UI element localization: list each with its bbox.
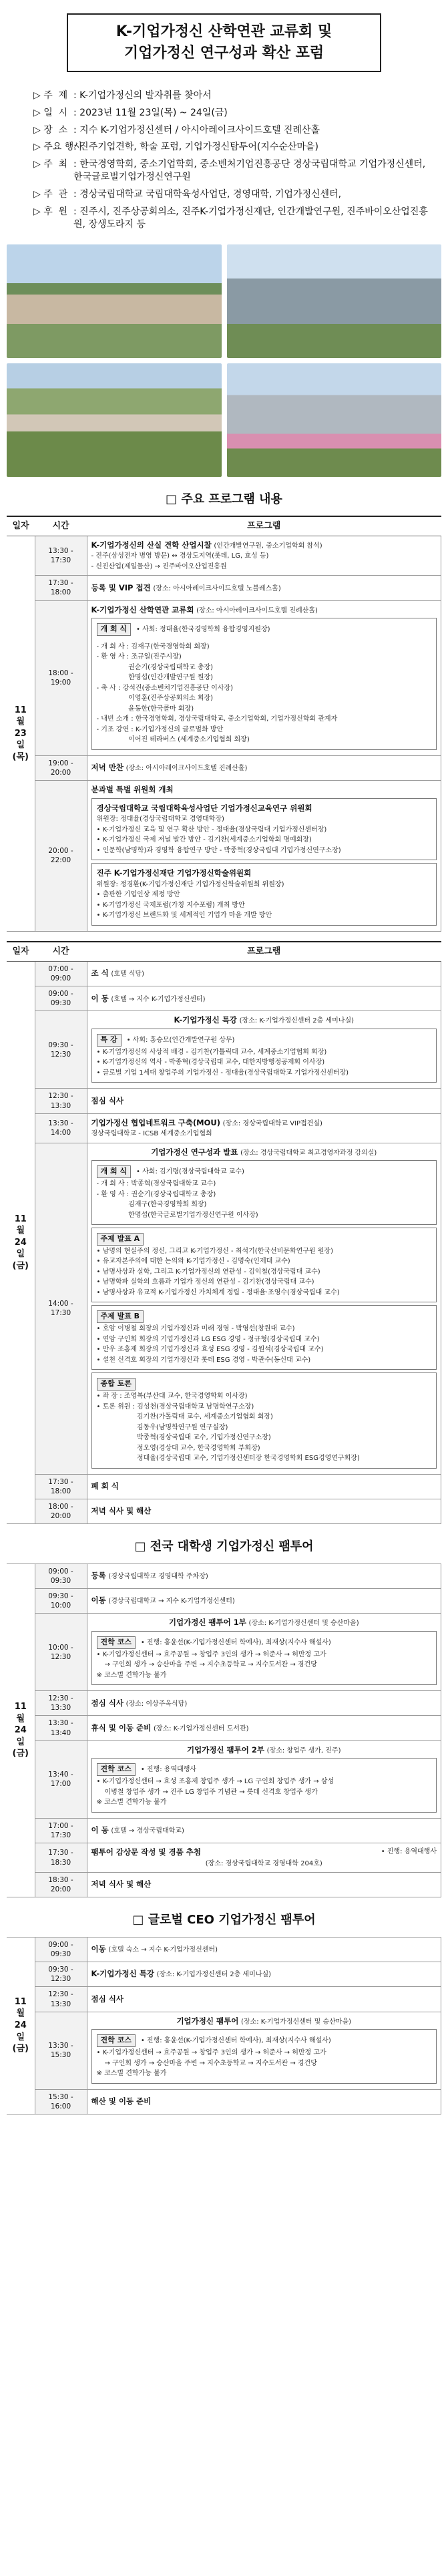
info-row: ▷ 주 관 : 경상국립대학교 국립대학육성사업단, 경영대학, 기업가정신센터, bbox=[33, 188, 428, 201]
table-row: 09:00 - 09:30 이 동 (호텔 → 지수 K-기업가정신센터) bbox=[7, 986, 441, 1011]
event-info bbox=[33, 89, 428, 231]
header-program: 프로그램 bbox=[87, 516, 441, 536]
table-row: 18:30 - 20:00 저녁 식사 및 해산 bbox=[7, 1873, 441, 1897]
table-row: 15:30 - 16:00 해산 및 이동 준비 bbox=[7, 2089, 441, 2114]
time-cell: 13:30 - 17:30 bbox=[35, 536, 87, 576]
info-row: ▷ 장 소 : 지수 K-기업가정신센터 / 아시아레이크사이드호텔 진례산홀 bbox=[33, 124, 428, 137]
time-cell: 17:30 - 18:00 bbox=[35, 576, 87, 600]
table-row: 17:00 - 17:30 이 동 (호텔 → 경상국립대학교) bbox=[7, 1818, 441, 1843]
table-row: 12:30 - 13:30 점심 식사 bbox=[7, 1987, 441, 2012]
day-label: 11월 23일 (목) bbox=[7, 536, 35, 932]
photo-school bbox=[7, 244, 222, 358]
table-row: 14:00 - 17:30 기업가정신 연구성과 발표 (장소: 경상국립대학교 최고경영자과정 강의실) 개 회 식 • 사회: 김기령(경상국립대학교 교수) - 개 회 사 : 박종혁(경상국립대학교 교수) - 환 영 사 : 권순기(경상국립대학교 총장) 김재구(한국경영학회 회장) 한명섭(한국글로벌기업가정신연구원 이사장) 주제 발표 A • 남명의 현실주의 정신, 그리고 K-기업가정신 - 최석기(한국선비문화연구원 원장) • 유교자본주의에 대한 논의와 K-기업가정신 - 김명숙(인제대 교수) • 남명사상과 실학, 그리고 K-기업가정신의 연관성 - 김익철(경상국립대 교수) • 남명학파 실학의 흐름과 기업가 정신의 연관성 - 김기찬(경상국립대 교수) • 남명사상과 유교적 K-기업가정신 가치체계 정립 - 정대율·조영수(경상국립대 교수) 주제 발표 B • 호암 이병철 회장의 기업가정신과 미래 경영 - 박영선(창원대 교수) • 연암 구인회 회장의 기업가정신과 LG ESG 경영 - 정규형(경상국립대 교수) • 만우 조홍제 회장의 기업가정신과 효성 ESG 경영 - 김원석(경상국립대 교수) • 설천 신격호 회장의 기업가정신과 롯데 ESG 경영 - 박관수(동신대 교수) 종합 토론 • 좌 장 : 조영복(부산대 교수, 한국경영학회 이사장) • 토론 위원 : 김성천(경상국립대학교 남명학연구소장) 김기찬(가톨릭대 교수, 세계중소기업협회 회장) 김동우(남명학연구원 연구실장) 박종혁(경상국립대 교수, 기업가정신연구소장) 정오영(경상대 교수, 한국경영학회 부회장) 정대율(경상국립대 교수, 기업가정신센터장 한국경영학회 ESG경영연구회장) bbox=[7, 1143, 441, 1474]
table-header bbox=[7, 516, 441, 536]
lecture-box: 특 강 • 사회: 홍승모(인간개발연구원 상무) • K-기업가정신의 사상적 배경 - 김기찬(가톨릭대 교수, 세계중소기업협회 회장) • K-기업가정신의 역사 - 박종혁(경상국립대 교수, 대한지방행정공제회 이사장) • 글로벌 기업 1세대 창업주의 기업가정신 - 정대율(경상국립대학교 기업가정신센터장) bbox=[91, 1029, 437, 1083]
program-cell: K-기업가정신 산학연관 교류회 (장소: 아시아레이크사이드호텔 진례산홀) 개 회 식 • 사회: 정대율(한국경영학회 융합경영지원장) - 개 회 사 : 김재구(한국경영학회 회장) - 환 영 사 : 조규일(진주시장) 권순기(경상국립대학교 총장) 한명섭(인간개발연구원 원장) - 축 사 : 강석진(중소벤처기업진흥공단 이사장) 이영훈(진주상공회의소 회장) 윤동한(한국콜마 회장) - 내빈 소개 : 한국경영학회, 경상국립대학교, 중소기업학회, 기업가정신학회 관계자 - 기조 강연 : K-기업가정신의 글로벌화 방안 이어진 테라버스 (세계중소기업협회 회장) bbox=[87, 600, 441, 755]
table-row: 12:30 - 13:30 점심 식사 bbox=[7, 1089, 441, 1113]
table-row: 12:30 - 13:30 점심 식사 (장소: 이상주옥식당) bbox=[7, 1691, 441, 1716]
table-row: 11월 24일 (금) 07:00 - 09:00 조 식 (호텔 식당) bbox=[7, 961, 441, 986]
title-line-1: K-기업가정신 산학연관 교류회 및 bbox=[116, 23, 332, 40]
table-row bbox=[7, 536, 441, 576]
table-row bbox=[7, 576, 441, 600]
info-row: ▷ 주 제 : K-기업가정신의 발자취를 찾아서 bbox=[33, 89, 428, 102]
tour-course-box: 견학 코스 • 진행: 용역대행사 • K-기업가정신센터 → 효성 조홍제 창업주 생가 → LG 구인회 창업주 생가 → 삼성 이병철 창업주 생가 → 진주 LG 창업주 기념관 → 롯데 신격호 창업주 생가 ※ 코스별 견학가능 불가 bbox=[91, 1758, 437, 1812]
photo-village bbox=[7, 363, 222, 477]
table-row bbox=[7, 600, 441, 755]
schedule-table-tour2 bbox=[7, 1937, 441, 2114]
committee-box-a: 경상국립대학교 국립대학육성사업단 기업가정신교육연구 위원회 위원장: 정대율(경상국립대학교 경영대학장) • K-기업가정신 교육 및 연구 확산 방안 - 정대율(경상국립대 기업가정신센터장) • K-기업가정신 국제 저널 발간 방안 - 김기찬(세계중소기업학회 명예회장) • 인문학(남명학)과 경영학 융합연구 방안 - 박종혁(경상국립대 기업가정신연구소장) bbox=[91, 798, 437, 861]
program-cell: 분과별 특별 위원회 개최 경상국립대학교 국립대학육성사업단 기업가정신교육연구 위원회 위원장: 정대율(경상국립대학교 경영대학장) • K-기업가정신 교육 및 연구 확산 방안 - 정대율(경상국립대 기업가정신센터장) • K-기업가정신 국제 저널 발간 방안 - 김기찬(세계중소기업학회 명예회장) • 인문학(남명학)과 경영학 융합연구 방안 - 박종혁(경상국립대 기업가정신연구소장) 진주 K-기업가정신재단 기업가정신학술위원회 위원장: 정경환(K-기업가정신재단 기업가정신학술위원회 위원장) • 출판한 기업인상 제정 방안 • K-기업가정신 국제포럼(가칭 지수포럼) 개최 방안 • K-기업가정신 브랜드화 및 세계적인 기업가 마을 개발 방안 bbox=[87, 781, 441, 932]
program-cell: K-기업가정신의 산실 견학 산업시찰 (인간개발연구원, 중소기업학회 참석) - 진주(삼성전자 병영 방문) ↔ 경상도지역(롯데, LG, 효성 등) - 신진산업(제일물산) → 진주바이오산업진흥원 bbox=[87, 536, 441, 576]
table-row: 09:30 - 12:30 K-기업가정신 특강 (장소: K-기업가정신센터 2층 세미나실) 특 강 • 사회: 홍승모(인간개발연구원 상무) • K-기업가정신의 사상적 배경 - 김기찬(가톨릭대 교수, 세계중소기업협회 회장) • K-기업가정신의 역사 - 박종혁(경상국립대 교수, 대한지방행정공제회 이사장) • 글로벌 기업 1세대 창업주의 기업가정신 - 정대율(경상국립대학교 기업가정신센터장) bbox=[7, 1011, 441, 1089]
tour-course-box: 견학 코스 • 진행: 홍윤선(K-기업가정신센터 학예사), 최재상(지수사 해설사) • K-기업가정신센터 → 효주공원 → 창업주 3인의 생가 → 허준사 → 허만정 고가 → 구인회 생가 → 승산마을 주변 → 지수초등학교 → 지수도서관 → 경건당 ※ 코스별 견학가능 불가 bbox=[91, 2029, 437, 2083]
day-label: 11월 24일 (금) bbox=[7, 961, 35, 1523]
table-row: 13:40 - 17:00 기업가정신 팸투어 2부 (장소: 창업주 생가, 진주) 견학 코스 • 진행: 용역대행사 • K-기업가정신센터 → 효성 조홍제 창업주 생가 → LG 구인회 창업주 생가 → 삼성 이병철 창업주 생가 → 진주 LG 창업주 기념관 → 롯데 신격호 창업주 생가 ※ 코스별 견학가능 불가 bbox=[7, 1740, 441, 1818]
tour-course-box: 견학 코스 • 진행: 홍윤선(K-기업가정신센터 학예사), 최재상(지수사 해설사) • K-기업가정신센터 → 효주공원 → 창업주 3인의 생가 → 허준사 → 허만정 고가 → 구인회 생가 → 승산마을 주변 → 지수초등학교 → 지수도서관 → 경건당 ※ 코스별 견학가능 불가 bbox=[91, 1631, 437, 1685]
table-row: 17:30 - 18:00 폐 회 식 bbox=[7, 1474, 441, 1499]
opening-box: 개 회 식 • 사회: 김기령(경상국립대학교 교수) - 개 회 사 : 박종혁(경상국립대학교 교수) - 환 영 사 : 권순기(경상국립대학교 총장) 김재구(한국경영학회 회장) 한명섭(한국글로벌기업가정신연구원 이사장) bbox=[91, 1160, 437, 1225]
schedule-table-day1 bbox=[7, 516, 441, 932]
schedule-table-day2 bbox=[7, 941, 441, 1524]
day-label: 11월 24일 (금) bbox=[7, 1937, 35, 2114]
table-row bbox=[7, 781, 441, 932]
section-title-tour1: □ 전국 대학생 기업가정신 팸투어 bbox=[7, 1539, 441, 1555]
table-row: 17:30 - 18:30 팸투어 감상문 작성 및 경품 추첨 • 진행: 용역대행사 (장소: 경상국립대학교 경영대학 204호) bbox=[7, 1843, 441, 1873]
time-cell: 19:00 - 20:00 bbox=[35, 755, 87, 780]
day-label: 11월 24일 (금) bbox=[7, 1563, 35, 1897]
table-row: 09:30 - 12:30 K-기업가정신 특강 (장소: K-기업가정신센터 2층 세미나실) bbox=[7, 1962, 441, 1987]
program-cell: 등록 및 VIP 접견 (장소: 아시아레이크사이드호텔 노블레스홀) bbox=[87, 576, 441, 600]
table-header: 일자 시간 프로그램 bbox=[7, 942, 441, 961]
time-cell: 18:00 - 19:00 bbox=[35, 600, 87, 755]
section-title-main: □ 주요 프로그램 내용 bbox=[7, 492, 441, 508]
table-row: 11월 24일 (금) 09:00 - 09:30 등록 (경상국립대학교 경영대학 주차장) bbox=[7, 1563, 441, 1588]
info-row: ▷ 후 원 : 진주시, 진주상공회의소, 진주K-기업가정신재단, 인간개발연구원, 진주바이오산업진흥원, 장생도라지 등 bbox=[33, 206, 428, 231]
opening-box: 개 회 식 • 사회: 정대율(한국경영학회 융합경영지원장) - 개 회 사 : 김재구(한국경영학회 회장) - 환 영 사 : 조규일(진주시장) 권순기(경상국립대학교 총장) 한명섭(인간개발연구원 원장) - 축 사 : 강석진(중소벤처기업진흥공단 이사장) 이영훈(진주상공회의소 회장) 윤동한(한국콜마 회장) - 내빈 소개 : 한국경영학회, 경상국립대학교, 중소기업학회, 기업가정신학회 관계자 - 기조 강연 : K-기업가정신의 글로벌화 방안 이어진 테라버스 (세계중소기업협회 회장) bbox=[91, 618, 437, 750]
table-row: 10:00 - 12:30 기업가정신 팸투어 1부 (장소: K-기업가정신센터 및 승산마을) 견학 코스 • 진행: 홍윤선(K-기업가정신센터 학예사), 최재상(지수사 해설사) • K-기업가정신센터 → 효주공원 → 창업주 3인의 생가 → 허준사 → 허만정 고가 → 구인회 생가 → 승산마을 주변 → 지수초등학교 → 지수도서관 → 경건당 ※ 코스별 견학가능 불가 bbox=[7, 1614, 441, 1691]
discussion-box: 종합 토론 • 좌 장 : 조영복(부산대 교수, 한국경영학회 이사장) • 토론 위원 : 김성천(경상국립대학교 남명학연구소장) 김기찬(가톨릭대 교수, 세계중소기업협회 회장) 김동우(남명학연구원 연구실장) 박종혁(경상국립대 교수, 기업가정신연구소장) 정오영(경상대 교수, 한국경영학회 부회장) 정대율(경상국립대 교수, 기업가정신센터장 한국경영학회 ESG경영연구회장) bbox=[91, 1372, 437, 1468]
table-row: 13:30 - 15:30 기업가정신 팸투어 (장소: K-기업가정신센터 및 승산마을) 견학 코스 • 진행: 홍윤선(K-기업가정신센터 학예사), 최재상(지수사 해설사) • K-기업가정신센터 → 효주공원 → 창업주 3인의 생가 → 허준사 → 허만정 고가 → 구인회 생가 → 승산마을 주변 → 지수초등학교 → 지수도서관 → 경건당 ※ 코스별 견학가능 불가 bbox=[7, 2012, 441, 2089]
table-row: 09:30 - 10:00 이동 (경상국립대학교 → 지수 K-기업가정신센터) bbox=[7, 1588, 441, 1613]
header-day: 일자 bbox=[7, 516, 35, 536]
table-row bbox=[7, 755, 441, 780]
info-row: ▷ 주 최 : 한국경영학회, 중소기업학회, 중소벤처기업진흥공단 경상국립대학교 기업가정신센터, 한국글로벌기업가정신연구원 bbox=[33, 158, 428, 184]
table-row: 13:30 - 13:40 휴식 및 이동 준비 (장소: K-기업가정신센터 도서관) bbox=[7, 1716, 441, 1740]
presentation-a-box: 주제 발표 A • 남명의 현실주의 정신, 그리고 K-기업가정신 - 최석기(한국선비문화연구원 원장) • 유교자본주의에 대한 논의와 K-기업가정신 - 김명숙(인제대 교수) • 남명사상과 실학, 그리고 K-기업가정신의 연관성 - 김익철(경상국립대 교수) • 남명학파 실학의 흐름과 기업가 정신의 연관성 - 김기찬(경상국립대 교수) • 남명사상과 유교적 K-기업가정신 가치체계 정립 - 정대율·조영수(경상국립대 교수) bbox=[91, 1228, 437, 1302]
committee-box-b: 진주 K-기업가정신재단 기업가정신학술위원회 위원장: 정경환(K-기업가정신재단 기업가정신학술위원회 위원장) • 출판한 기업인상 제정 방안 • K-기업가정신 국제포럼(가칭 지수포럼) 개최 방안 • K-기업가정신 브랜드화 및 세계적인 기업가 마을 개발 방안 bbox=[91, 863, 437, 926]
table-row: 13:30 - 14:00 기업가정신 협업네트워크 구축(MOU) (장소: 경상국립대학교 VIP접견실) 경상국립대학교 - ICSB 세계중소기업협회 bbox=[7, 1113, 441, 1143]
info-row: ▷ 일 시 : 2023년 11월 23일(목) ~ 24일(금) bbox=[33, 107, 428, 120]
table-row: 11월 24일 (금) 09:00 - 09:30 이동 (호텔 숙소 → 지수 K-기업가정신센터) bbox=[7, 1937, 441, 1962]
info-row: ▷ 주요 행사 : 진주기업견학, 학술 포럼, 기업가정신탐투어(지수순산마을) bbox=[33, 141, 428, 154]
title-line-2: 기업가정신 연구성과 확산 포럼 bbox=[124, 44, 324, 61]
photo-building bbox=[227, 363, 442, 477]
photo-gallery bbox=[7, 244, 441, 477]
table-row: 18:00 - 20:00 저녁 식사 및 해산 bbox=[7, 1499, 441, 1523]
header-time: 시간 bbox=[35, 516, 87, 536]
section-title-tour2: □ 글로벌 CEO 기업가정신 팸투어 bbox=[7, 1912, 441, 1928]
document-title bbox=[67, 13, 381, 72]
time-cell: 20:00 - 22:00 bbox=[35, 781, 87, 932]
presentation-b-box: 주제 발표 B • 호암 이병철 회장의 기업가정신과 미래 경영 - 박영선(창원대 교수) • 연암 구인회 회장의 기업가정신과 LG ESG 경영 - 정규형(경상국립대 교수) • 만우 조홍제 회장의 기업가정신과 효성 ESG 경영 - 김원석(경상국립대 교수) • 설천 신격호 회장의 기업가정신과 롯데 ESG 경영 - 박관수(동신대 교수) bbox=[91, 1305, 437, 1370]
schedule-table-tour1 bbox=[7, 1563, 441, 1898]
photo-center bbox=[227, 244, 442, 358]
program-cell: 저녁 만찬 (장소: 아시아레이크사이드호텔 진례산홀) bbox=[87, 755, 441, 780]
